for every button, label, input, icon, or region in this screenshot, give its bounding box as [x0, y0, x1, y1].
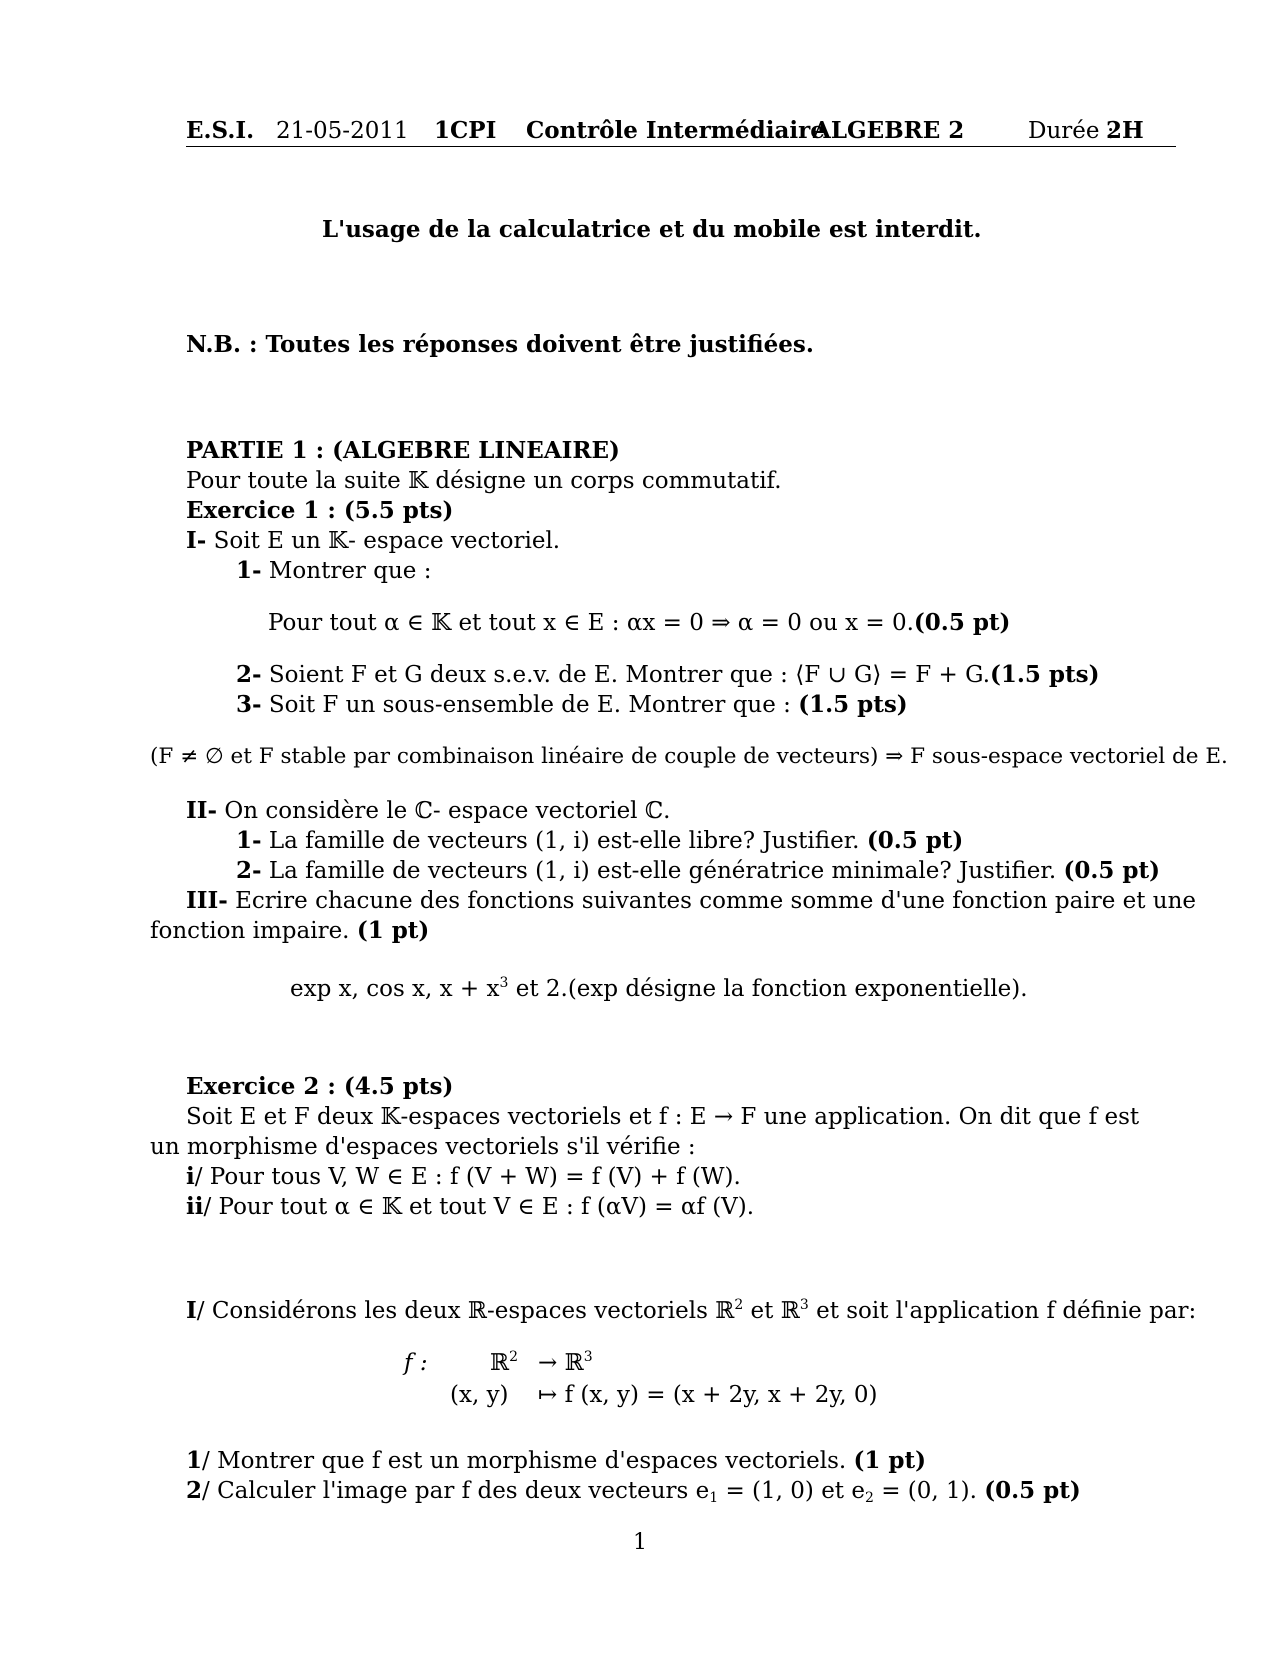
ex1-II1-label: 1-: [236, 827, 262, 854]
ex1-q3-formula: (F ≠ ∅ et F stable par combinaison linéaire de couple de vecteurs) ⇒ F sous-espace vectoriel de E.: [150, 744, 1228, 769]
ex1-III-formula-a: exp x, cos x, x + x: [290, 976, 500, 1002]
ex2-q2-pts: (0.5 pt): [984, 1477, 1081, 1504]
ex2-q1-pts: (1 pt): [853, 1447, 927, 1474]
ex2-line1: Soit E et F deux 𝕂-espaces vectoriels et f : E → F une application. On dit que f est: [186, 1104, 1140, 1130]
ex1-II2-label: 2-: [236, 857, 262, 884]
ex2-I-text-c: et soit l'application f définie par:: [808, 1298, 1197, 1324]
ex1-q2-pts: (1.5 pts): [990, 661, 1100, 688]
ex2-q2: [186, 1476, 1081, 1506]
ex2-q2-sub2: 2: [864, 1490, 874, 1506]
ex1-I-label: I-: [186, 527, 207, 554]
ex1-II2-pts: (0.5 pt): [1063, 857, 1160, 884]
ex1-q1-label: 1-: [236, 557, 262, 584]
exam-header: [186, 116, 1176, 147]
ex1-q3-label: 3-: [236, 691, 262, 718]
ex1-III-pts: (1 pt): [356, 917, 430, 944]
map-domain: [490, 1348, 518, 1378]
ex1-III: [186, 886, 1196, 916]
ex1-q2-label: 2-: [236, 661, 262, 688]
map-xy: (x, y): [450, 1382, 509, 1408]
ex1-II1-pts: (0.5 pt): [866, 827, 964, 854]
header-duration: 2H: [1106, 117, 1144, 144]
ex2-I-sup2: 3: [799, 1297, 809, 1313]
partie1-title: PARTIE 1 : (ALGEBRE LINEAIRE): [186, 437, 620, 464]
map-arrow: → ℝ: [538, 1350, 584, 1376]
partie1-intro: Pour toute la suite 𝕂 désigne un corps commutatif.: [186, 468, 782, 494]
nb-note: N.B. : Toutes les réponses doivent être justifiées.: [186, 331, 814, 358]
ex1-I: [186, 526, 560, 556]
ex1-II2-text: La famille de vecteurs (1, i) est-elle génératrice minimale? Justifier.: [268, 858, 1057, 884]
header-subject: ALGEBRE 2: [813, 117, 965, 144]
ex2-q2-text-a: / Calculer l'image par f des deux vecteurs e: [202, 1478, 710, 1504]
ex2-I-text-b: et ℝ: [743, 1298, 800, 1324]
ex2-i: [186, 1162, 741, 1192]
ex1-q1-formula-line: [268, 608, 1010, 638]
ex1-q2-text: Soient F et G deux s.e.v. de E. Montrer que : ⟨F ∪ G⟩ = F + G.: [268, 662, 991, 688]
ex1-II1: [236, 826, 963, 856]
ex2-q2-sub1: 1: [709, 1490, 719, 1506]
ex1-title: Exercice 1 : (5.5 pts): [186, 497, 454, 524]
ex1-II1-text: La famille de vecteurs (1, i) est-elle libre? Justifier.: [268, 828, 860, 854]
ex1-II2: [236, 856, 1160, 886]
map-rule: ↦ f (x, y) = (x + 2y, x + 2y, 0): [538, 1382, 878, 1408]
ex2-q2-label: 2: [186, 1477, 203, 1504]
header-school: E.S.I.: [186, 117, 255, 144]
ex1-q3: [236, 690, 908, 720]
map-domain-exp: 2: [509, 1349, 519, 1365]
ex2-I-label: I: [186, 1297, 197, 1324]
ex2-q1-label: 1: [186, 1447, 203, 1474]
page-number: 1: [633, 1530, 647, 1555]
ex2-i-label: i: [186, 1163, 195, 1190]
header-level: 1CPI: [434, 117, 497, 144]
ex1-q1-pts: (0.5 pt): [913, 609, 1011, 636]
notice: L'usage de la calculatrice et du mobile est interdit.: [322, 216, 982, 243]
map-f: f :: [404, 1350, 428, 1376]
ex1-III-formula-exp: 3: [499, 975, 509, 991]
ex2-q1: [186, 1446, 926, 1476]
ex2-title: Exercice 2 : (4.5 pts): [186, 1073, 454, 1100]
ex2-q2-text-b: = (1, 0) et e: [718, 1478, 865, 1504]
map-codomain: [538, 1348, 593, 1378]
ex1-q1-formula: Pour tout α ∈ 𝕂 et tout x ∈ E : αx = 0 ⇒ α = 0 ou x = 0.: [268, 610, 914, 636]
ex2-ii-text: / Pour tout α ∈ 𝕂 et tout V ∈ E : f (αV) = αf (V).: [203, 1194, 755, 1220]
ex2-I: [186, 1296, 1196, 1326]
ex1-III-formula-b: et 2.(exp désigne la fonction exponentielle).: [508, 976, 1028, 1002]
ex2-q2-text-c: = (0, 1).: [873, 1478, 977, 1504]
header-exam: Contrôle Intermédiaire: [526, 117, 825, 144]
ex1-q3-text: Soit F un sous-ensemble de E. Montrer que :: [268, 692, 791, 718]
ex2-I-text-a: / Considérons les deux ℝ-espaces vectoriels ℝ: [196, 1298, 735, 1324]
ex1-III-formula: [290, 974, 1028, 1004]
ex2-q1-text: / Montrer que f est un morphisme d'espaces vectoriels.: [202, 1448, 847, 1474]
header-date: 21-05-2011: [276, 118, 409, 144]
ex2-ii-label: ii: [186, 1193, 204, 1220]
ex1-II-text: On considère le ℂ- espace vectoriel ℂ.: [224, 798, 671, 824]
ex2-I-sup1: 2: [734, 1297, 744, 1313]
ex1-II-label: II-: [186, 797, 218, 824]
header-duration-label: Durée :: [1028, 118, 1115, 144]
map-codomain-exp: 3: [583, 1349, 593, 1365]
ex1-III-line2-row: [150, 916, 429, 946]
ex1-II: [186, 796, 670, 826]
ex1-q1-text: Montrer que :: [268, 558, 432, 584]
map-domain-set: ℝ: [490, 1350, 510, 1376]
ex1-q2: [236, 660, 1099, 690]
ex2-i-text: / Pour tous V, W ∈ E : f (V + W) = f (V) + f (W).: [194, 1164, 741, 1190]
ex2-ii: [186, 1192, 754, 1222]
ex1-III-label: III-: [186, 887, 228, 914]
ex1-III-line2: fonction impaire.: [150, 918, 350, 944]
ex1-III-line1: Ecrire chacune des fonctions suivantes comme somme d'une fonction paire et une: [235, 888, 1197, 914]
ex1-I-text: Soit E un 𝕂- espace vectoriel.: [213, 528, 561, 554]
ex1-q3-pts: (1.5 pts): [798, 691, 908, 718]
ex2-line2: un morphisme d'espaces vectoriels s'il vérifie :: [150, 1134, 696, 1160]
ex1-q1: [236, 556, 431, 586]
